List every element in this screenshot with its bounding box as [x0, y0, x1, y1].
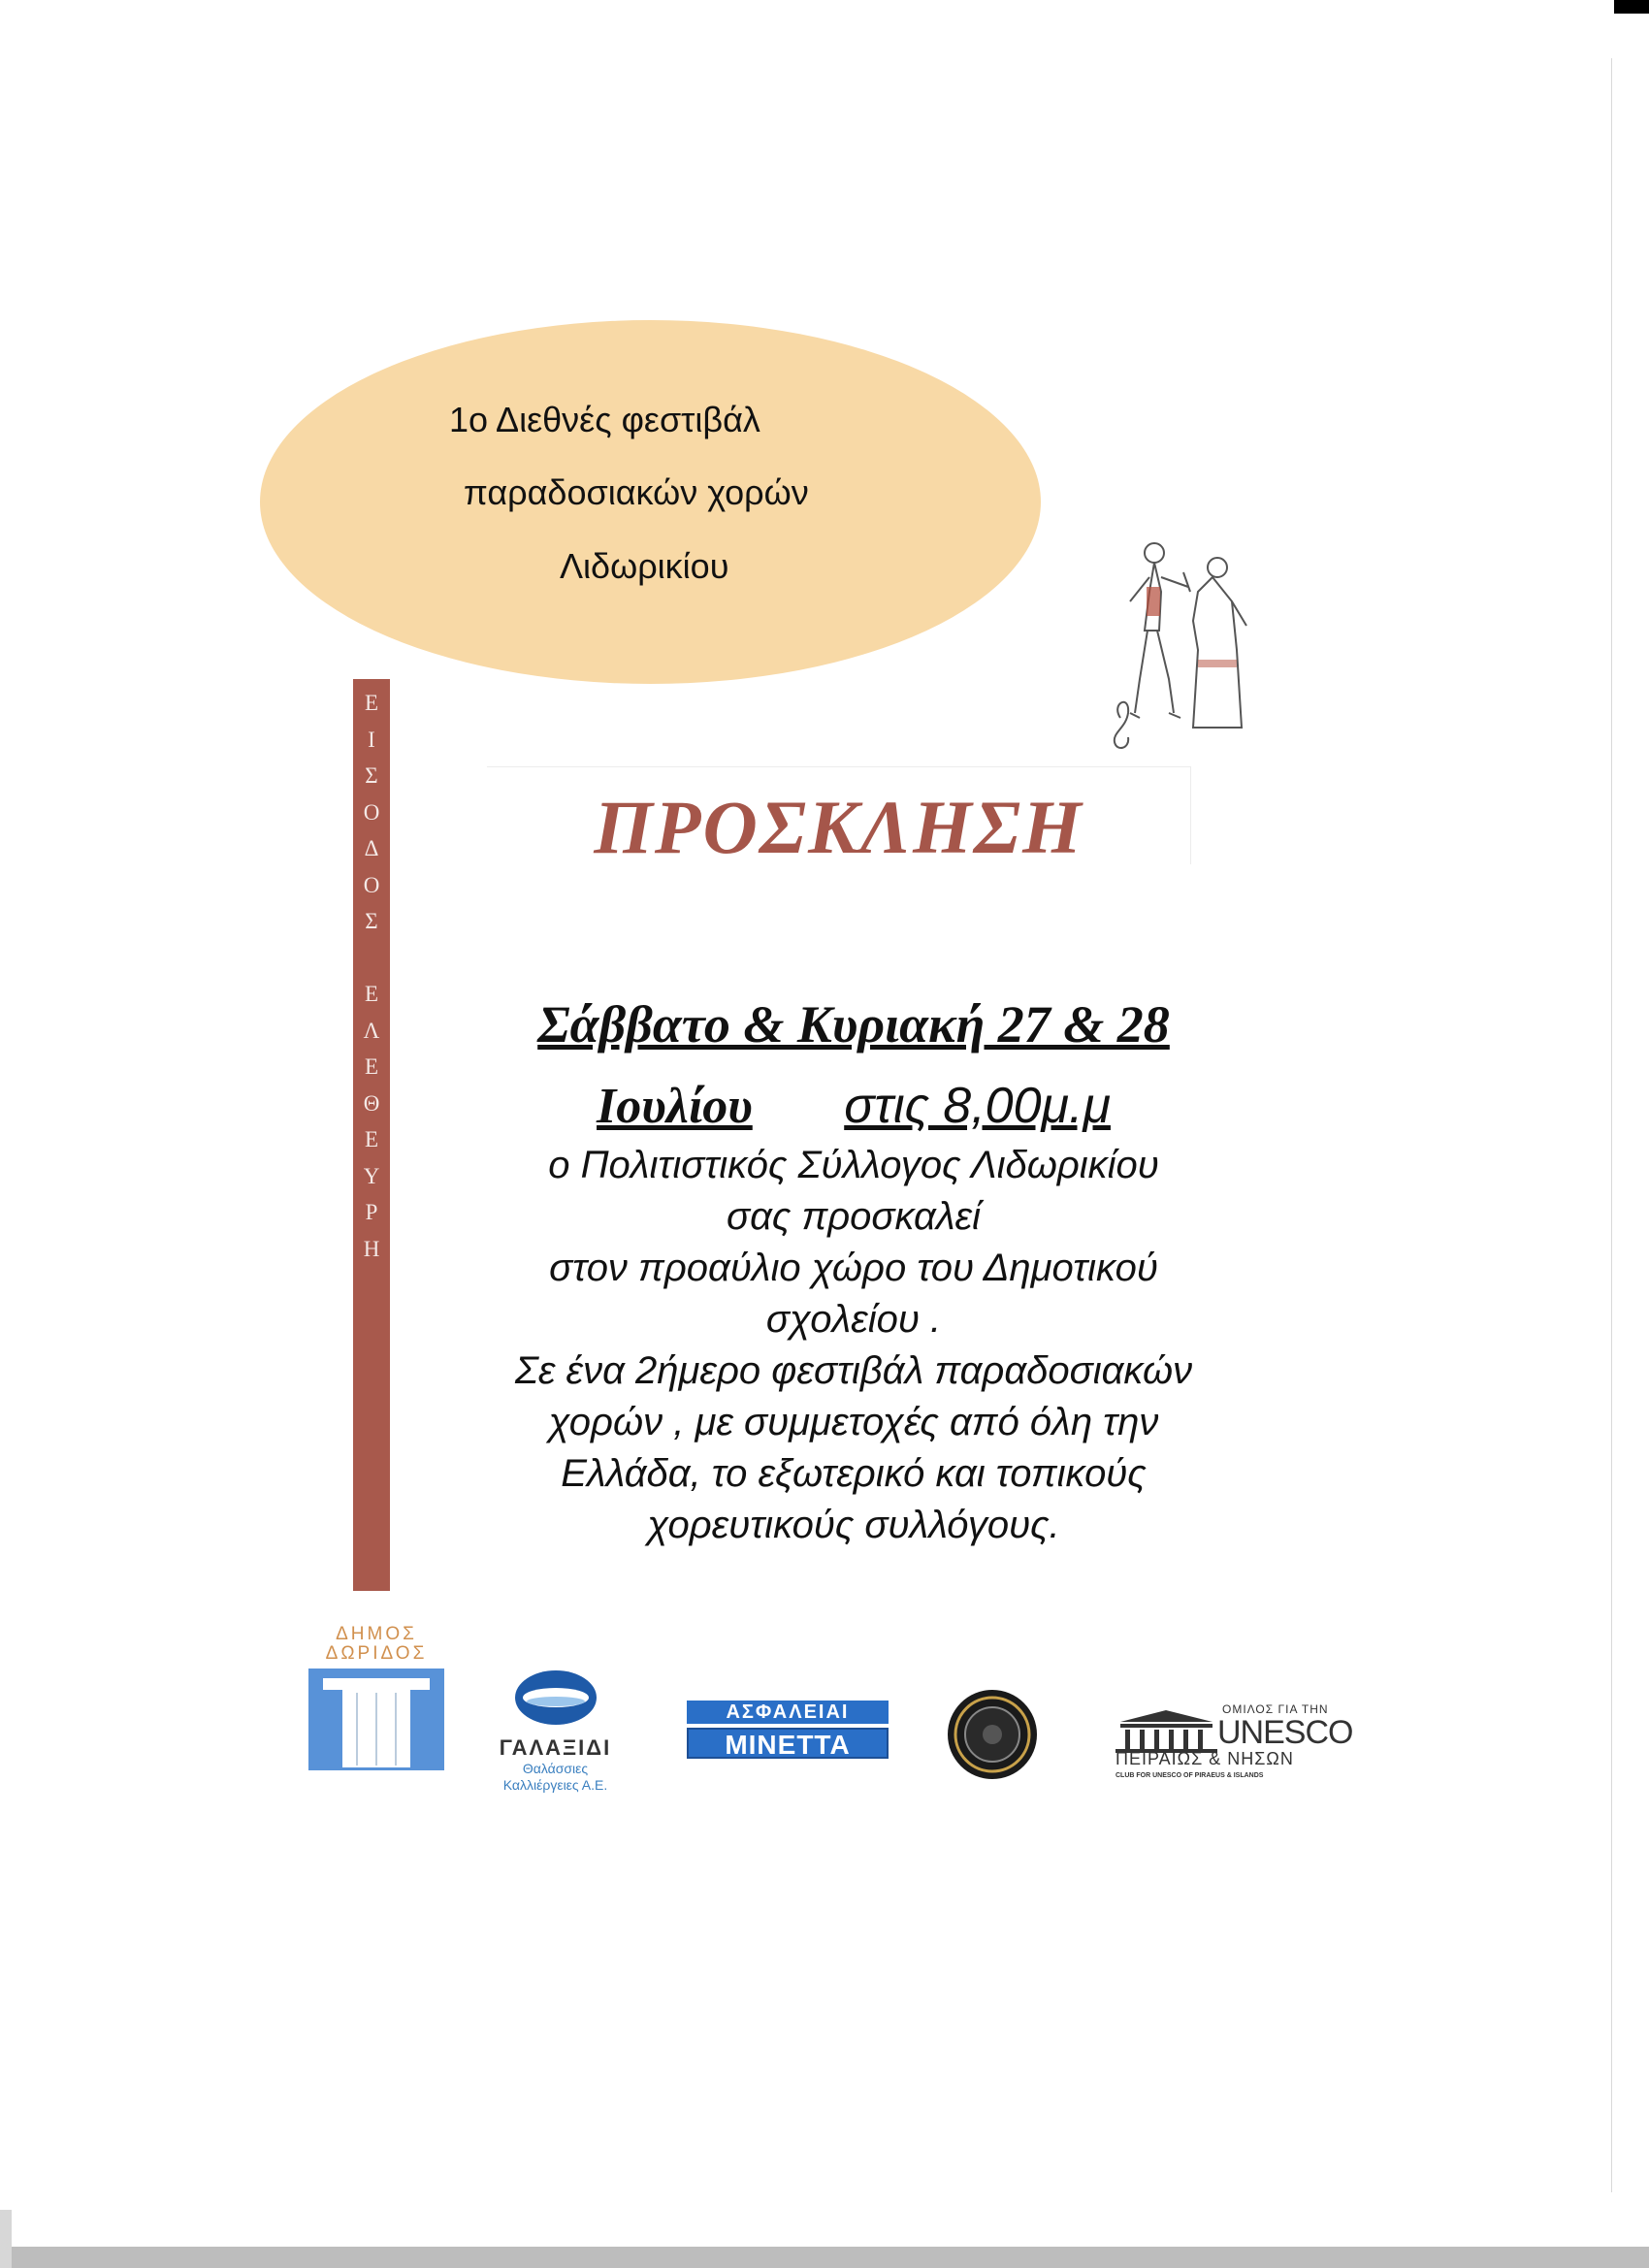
body-line: Σε ένα 2ήμερο φεστιβάλ παραδοσιακών	[514, 1349, 1193, 1392]
minetta-logo	[687, 1701, 889, 1759]
banner-letter: Θ	[363, 1090, 380, 1116]
unesco-city: ΠΕΙΡΑΙΩΣ & ΝΗΣΩΝ	[1116, 1749, 1294, 1768]
galaxidi-sub2: Καλλιέργειες Α.Ε.	[502, 1777, 608, 1793]
event-time-line	[398, 1077, 1310, 1135]
body-line: στον προαύλιο χώρο του Δημοτικού	[549, 1247, 1158, 1289]
body-line: σας προσκαλεί	[726, 1195, 982, 1238]
body-line: Ελλάδα, το εξωτερικό και τοπικούς	[561, 1452, 1147, 1495]
minetta-bottom: ΜΙΝΕΤΤΑ	[687, 1728, 889, 1759]
unesco-main: UNESCO	[1217, 1714, 1353, 1751]
festival-title-line3: Λιδωρικίου	[560, 546, 729, 586]
body-line: χορευτικούς συλλόγους.	[647, 1504, 1060, 1546]
banner-letter: Υ	[363, 1163, 380, 1188]
banner-letter: Ι	[368, 727, 375, 752]
column-icon	[308, 1664, 444, 1775]
event-month: Ιουλίου	[597, 1079, 753, 1134]
banner-letter: Ο	[363, 872, 380, 897]
banner-letter: Ε	[364, 1054, 379, 1079]
banner-letter: Ε	[364, 691, 379, 715]
banner-letter: Ο	[363, 799, 380, 825]
galaxidi-logo	[456, 1669, 655, 1795]
dimos-doridos-logo	[308, 1625, 444, 1780]
banner-letter: Ρ	[365, 1200, 378, 1224]
banner-letter: Η	[363, 1236, 380, 1261]
scan-edge	[1614, 0, 1649, 14]
unesco-club-logo	[1116, 1702, 1353, 1780]
dancers-illustration	[1101, 534, 1295, 776]
banner-letter: Λ	[363, 1018, 380, 1043]
scan-edge	[10, 2233, 1615, 2247]
minetta-top: ΑΣΦΑΛΕΙΑΙ	[687, 1701, 889, 1724]
banner-letter: Σ	[365, 909, 378, 933]
body-line: σχολείου .	[765, 1298, 942, 1341]
scan-edge	[1611, 58, 1612, 2192]
unesco-small: ΟΜΙΛΟΣ ΓΙΑ ΤΗΝ	[1222, 1702, 1329, 1716]
banner-letter: Ε	[364, 1127, 379, 1151]
festival-title-line2: παραδοσιακών χορών	[464, 472, 809, 512]
banner-letter: Σ	[365, 763, 378, 788]
festival-title-line1: 1ο Διεθνές φεστιβάλ	[449, 400, 760, 439]
seal-logo-icon	[946, 1688, 1039, 1781]
unesco-tiny: CLUB FOR UNESCO OF PIRAEUS & ISLANDS	[1116, 1772, 1264, 1779]
event-dates: Σάββατο & Κυριακή 27 & 28	[537, 995, 1170, 1053]
invitation-body	[398, 1140, 1310, 1551]
galaxidi-title: ΓΑΛΑΞΙΔΙ	[499, 1735, 612, 1760]
dimos-line1: ΔΗΜΟΣ	[336, 1624, 417, 1644]
scan-edge	[0, 2247, 1649, 2268]
galaxidi-emblem-icon	[512, 1669, 599, 1727]
body-line: χορών , με συμμετοχές από όλη την	[548, 1401, 1159, 1443]
invitation-title: ΠΡΟΣΚΛΗΣΗ	[594, 785, 1083, 869]
dimos-line2: ΔΩΡΙΔΟΣ	[325, 1643, 428, 1664]
event-time: στις 8,00μ.μ	[844, 1078, 1111, 1134]
scan-edge	[0, 2210, 12, 2268]
galaxidi-sub1: Θαλάσσιες	[522, 1761, 589, 1776]
banner-letter: Δ	[364, 836, 379, 860]
body-line: ο Πολιτιστικός Σύλλογος Λιδωρικίου	[548, 1144, 1159, 1186]
temple-icon	[1116, 1710, 1217, 1754]
banner-letter: Ε	[364, 982, 379, 1006]
